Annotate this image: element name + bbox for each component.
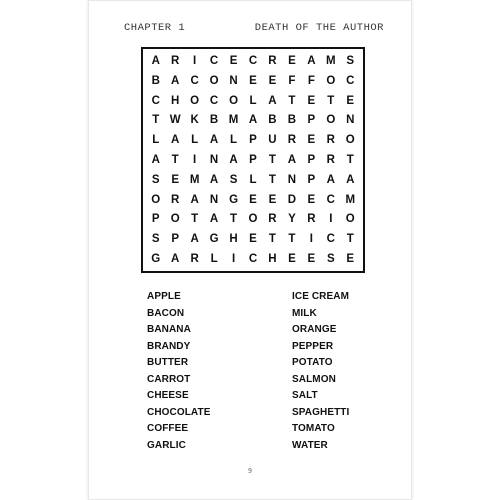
- grid-letter: P: [151, 213, 160, 226]
- grid-letter: E: [171, 173, 180, 186]
- grid-letter: C: [248, 54, 258, 67]
- grid-letter: K: [190, 114, 199, 127]
- grid-letter: A: [190, 193, 199, 206]
- grid-letter: R: [326, 134, 335, 147]
- grid-letter: L: [249, 94, 257, 107]
- grid-letter: A: [190, 233, 199, 246]
- grid-letter: E: [346, 253, 355, 266]
- grid-letter: A: [229, 153, 238, 166]
- grid-letter: L: [210, 253, 218, 266]
- grid-letter: A: [151, 153, 160, 166]
- grid-letter: R: [171, 54, 180, 67]
- grid-letter: S: [151, 233, 160, 246]
- grid-letter: O: [229, 94, 239, 107]
- grid-letter: T: [191, 213, 199, 226]
- word-list-item: SALT: [292, 390, 318, 401]
- grid-letter: R: [190, 253, 199, 266]
- grid-letter: P: [307, 114, 316, 127]
- grid-letter: T: [346, 153, 354, 166]
- grid-letter: L: [249, 173, 257, 186]
- word-list-item: SALMON: [292, 373, 336, 385]
- word-list-item: PEPPER: [292, 340, 334, 352]
- grid-letter: R: [307, 213, 316, 226]
- grid-letter: P: [171, 233, 180, 246]
- word-list-item: BUTTER: [147, 357, 189, 368]
- word-list-item: ICE CREAM: [292, 291, 350, 302]
- grid-letter: S: [229, 173, 238, 186]
- grid-letter: C: [209, 54, 219, 67]
- grid-letter: O: [190, 94, 200, 107]
- grid-letter: O: [248, 213, 258, 226]
- word-list-item: MILK: [292, 307, 317, 319]
- grid-letter: T: [327, 94, 335, 107]
- grid-letter: G: [229, 193, 239, 206]
- grid-letter: T: [346, 233, 354, 246]
- grid-letter: R: [287, 134, 297, 147]
- word-list-item: COFFEE: [147, 423, 189, 434]
- grid-letter: N: [346, 114, 355, 127]
- grid-letter: E: [249, 74, 257, 87]
- grid-letter: O: [151, 193, 161, 206]
- grid-letter: I: [309, 233, 313, 246]
- grid-letter: C: [326, 233, 335, 246]
- grid-letter: B: [151, 74, 160, 87]
- grid-letter: E: [307, 193, 316, 206]
- word-list-item: SPAGHETTI: [292, 406, 350, 418]
- running-header: [89, 22, 411, 38]
- grid-letter: A: [171, 134, 180, 147]
- grid-letter: A: [171, 253, 180, 266]
- grid-letter: E: [288, 54, 296, 67]
- grid-letter: C: [248, 253, 258, 266]
- grid-letter: A: [209, 173, 219, 186]
- grid-letter: A: [209, 134, 219, 147]
- grid-letter: O: [326, 114, 336, 127]
- grid-letter: M: [345, 193, 356, 206]
- grid-letter: T: [152, 114, 160, 127]
- grid-letter: A: [268, 94, 277, 107]
- grid-letter: C: [190, 74, 199, 87]
- grid-letter: A: [209, 213, 219, 226]
- grid-letter: T: [268, 173, 276, 186]
- grid-letter: G: [151, 253, 161, 266]
- word-search-grid: [141, 47, 365, 273]
- page-number: 9: [248, 467, 252, 475]
- grid-letter: S: [346, 54, 355, 67]
- grid-letter: R: [268, 213, 277, 226]
- grid-letter: E: [307, 134, 316, 147]
- grid-letter: C: [346, 74, 355, 87]
- word-list-item: CHEESE: [147, 390, 189, 401]
- grid-letter: I: [193, 54, 197, 67]
- grid-letter: E: [307, 94, 316, 107]
- grid-letter: H: [268, 253, 277, 266]
- word-list-left-column: [147, 289, 211, 454]
- grid-letter: A: [287, 153, 297, 166]
- grid-letter: P: [249, 153, 257, 166]
- grid-letter: P: [249, 134, 257, 147]
- word-list-item: BACON: [147, 307, 185, 319]
- grid-letter: R: [326, 153, 335, 166]
- grid-letter: A: [307, 54, 316, 67]
- grid-letter: E: [346, 94, 355, 107]
- grid-letter: P: [307, 173, 316, 186]
- grid-letter: E: [288, 253, 296, 266]
- grid-letter: E: [268, 193, 277, 206]
- grid-letter: T: [268, 233, 276, 246]
- grid-letter: E: [268, 74, 277, 87]
- word-list-item: BRANDY: [147, 340, 191, 352]
- word-list-right-column: [292, 289, 349, 454]
- grid-letter: N: [209, 153, 219, 166]
- grid-letter: Y: [288, 213, 296, 226]
- grid-letter: T: [288, 94, 296, 107]
- word-list-item: CARROT: [147, 373, 191, 385]
- grid-letter: M: [189, 173, 200, 186]
- grid-letter: I: [231, 253, 236, 266]
- grid-letter: C: [326, 193, 335, 206]
- grid-letter: A: [326, 173, 335, 186]
- grid-letter: R: [268, 54, 277, 67]
- chapter-title: DEATH OF THE AUTHOR: [254, 22, 384, 34]
- grid-letter: T: [268, 153, 276, 166]
- word-list-item: ORANGE: [292, 324, 337, 335]
- grid-letter: T: [171, 153, 179, 166]
- chapter-label: CHAPTER 1: [124, 22, 186, 34]
- grid-letter: N: [287, 173, 297, 186]
- grid-letter: S: [326, 253, 335, 266]
- grid-letter: S: [151, 173, 160, 186]
- grid-letter: A: [151, 54, 160, 67]
- grid-letter: O: [170, 213, 180, 226]
- grid-letter: F: [288, 74, 296, 87]
- grid-letter: A: [248, 114, 258, 127]
- grid-letter: B: [209, 114, 219, 127]
- grid-letter: O: [209, 74, 219, 87]
- grid-letter: N: [209, 193, 219, 206]
- grid-letter: L: [191, 134, 199, 147]
- grid-letter: O: [345, 213, 355, 226]
- book-page: [88, 0, 412, 500]
- word-list-item: POTATO: [292, 357, 333, 368]
- grid-letter: A: [171, 74, 180, 87]
- grid-letter: I: [193, 153, 197, 166]
- grid-letter: A: [346, 173, 355, 186]
- grid-letter: L: [152, 134, 160, 147]
- grid-letter: T: [230, 213, 238, 226]
- grid-letter: P: [307, 153, 316, 166]
- grid-letter: D: [287, 193, 297, 206]
- grid-letter: C: [209, 94, 219, 107]
- word-list-item: BANANA: [147, 324, 191, 335]
- grid-letter: M: [326, 54, 336, 67]
- word-list-item: TOMATO: [292, 423, 335, 434]
- grid-letter: E: [307, 253, 316, 266]
- grid-letter: O: [326, 74, 336, 87]
- grid-letter: B: [268, 114, 277, 127]
- grid-letter: W: [169, 114, 181, 127]
- grid-letter: L: [230, 134, 238, 147]
- grid-letter: I: [329, 213, 333, 226]
- grid-letter: M: [228, 114, 239, 127]
- grid-letter: O: [345, 134, 355, 147]
- grid-letter: G: [209, 233, 219, 246]
- grid-letter: E: [249, 193, 257, 206]
- word-list-item: WATER: [292, 439, 328, 451]
- grid-letter: F: [307, 74, 315, 87]
- word-list-item: CHOCOLATE: [147, 406, 211, 418]
- grid-letter: H: [229, 233, 238, 246]
- grid-letter: T: [288, 233, 296, 246]
- grid-letter: E: [249, 233, 257, 246]
- word-list-item: APPLE: [147, 291, 181, 302]
- grid-letter: U: [268, 134, 277, 147]
- grid-letter: E: [229, 54, 238, 67]
- word-list-item: GARLIC: [147, 439, 186, 451]
- grid-letter: H: [171, 94, 180, 107]
- grid-letter: N: [229, 74, 238, 87]
- grid-letter: C: [151, 94, 160, 107]
- grid-letter: R: [171, 193, 180, 206]
- grid-letter: B: [287, 114, 297, 127]
